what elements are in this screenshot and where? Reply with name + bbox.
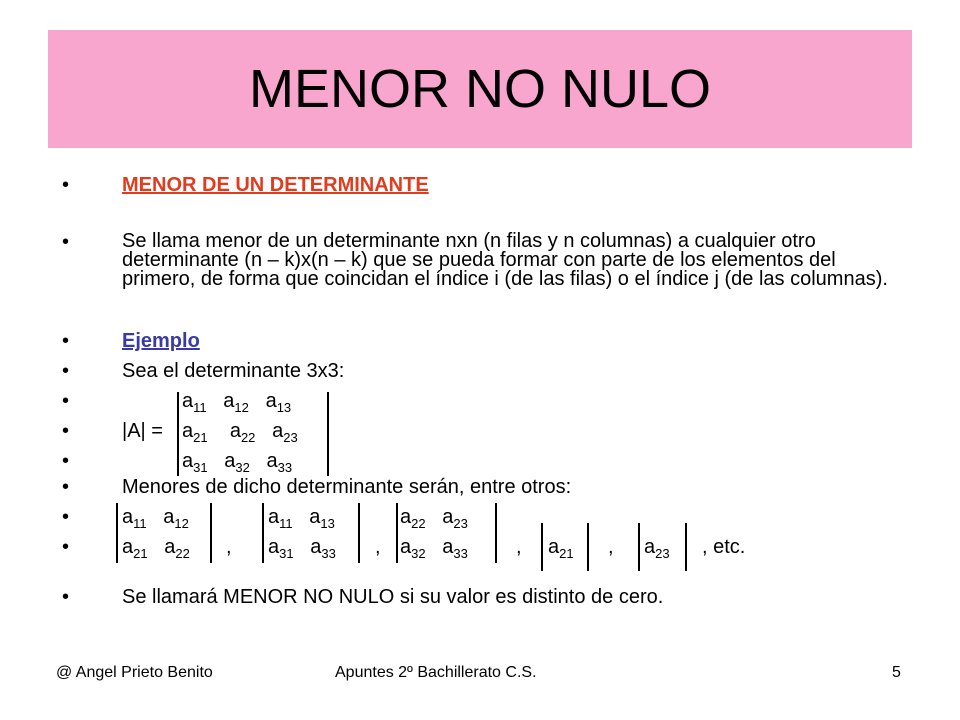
- minor1-row1: $a_{11}$ $a_{12}$: [122, 506, 189, 531]
- minor4-element: $a_{21}$: [548, 536, 574, 561]
- bullet: •: [62, 390, 70, 412]
- minor2-row1: $a_{11}$ $a_{13}$: [268, 506, 335, 531]
- minor1-row2: $a_{21}$ $a_{22}$: [122, 536, 190, 561]
- minor2-left-bar: [262, 503, 264, 563]
- minor4-right-bar: [587, 523, 589, 571]
- minor3-row2: $a_{32}$ $a_{33}$: [400, 536, 468, 561]
- determinant-row-2: $a_{21}$ $a_{22}$ $a_{23}$: [182, 420, 298, 445]
- determinant-label: |A| =: [122, 420, 163, 442]
- page-number: 5: [892, 664, 901, 681]
- bullet: •: [62, 360, 70, 382]
- bullet: •: [62, 586, 70, 608]
- minor3-left-bar: [396, 503, 398, 563]
- bullet: •: [62, 174, 70, 196]
- minor4-left-bar: [541, 523, 543, 571]
- etc-text: , etc.: [702, 536, 746, 558]
- menores-intro: Menores de dicho determinante serán, entre otros:: [122, 476, 572, 498]
- minor3-right-bar: [495, 503, 497, 563]
- minor2-right-bar: [358, 503, 360, 563]
- minor5-left-bar: [638, 523, 640, 571]
- determinant-left-bar: [177, 392, 179, 476]
- bullet: •: [62, 420, 70, 442]
- bullet: •: [62, 506, 70, 528]
- intro-text: Sea el determinante 3x3:: [122, 360, 345, 382]
- separator-comma: ,: [375, 536, 381, 558]
- determinant-row-3: $a_{31}$ $a_{32}$ $a_{33}$: [182, 450, 293, 475]
- minor3-row1: $a_{22}$ $a_{23}$: [400, 506, 468, 531]
- minor1-right-bar: [210, 503, 212, 563]
- minor5-element: $a_{23}$: [644, 536, 670, 561]
- minor2-row2: $a_{31}$ $a_{33}$: [268, 536, 336, 561]
- title-band: [48, 30, 912, 148]
- bullet: •: [62, 231, 70, 253]
- bullet: •: [62, 330, 70, 352]
- definition-paragraph: Se llama menor de un determinante nxn (n filas y n columnas) a cualquier otro determinante (n – k)x(n – k) que se pueda formar con parte de los elementos del primero, de forma que coincidan el índice i (de las filas) o el índice j (de las columnas).: [122, 230, 888, 290]
- footer-author: @ Angel Prieto Benito: [56, 664, 213, 681]
- minor1-left-bar: [116, 503, 118, 563]
- bullet: •: [62, 536, 70, 558]
- separator-comma: ,: [516, 536, 522, 558]
- determinant-row-1: $a_{11}$ $a_{12}$ $a_{13}$: [182, 390, 292, 415]
- heading-ejemplo: Ejemplo: [122, 330, 200, 352]
- footer-course: Apuntes 2º Bachillerato C.S.: [335, 664, 537, 681]
- minor5-right-bar: [685, 523, 687, 571]
- bullet: •: [62, 476, 70, 498]
- slide-title: MENOR NO NULO: [248, 59, 712, 119]
- separator-comma: ,: [608, 536, 614, 558]
- heading-menor-determinante: MENOR DE UN DETERMINANTE: [122, 174, 429, 196]
- bullet: •: [62, 450, 70, 472]
- determinant-right-bar: [327, 392, 329, 476]
- conclusion-text: Se llamará MENOR NO NULO si su valor es distinto de cero.: [122, 586, 664, 608]
- separator-comma: ,: [226, 536, 232, 558]
